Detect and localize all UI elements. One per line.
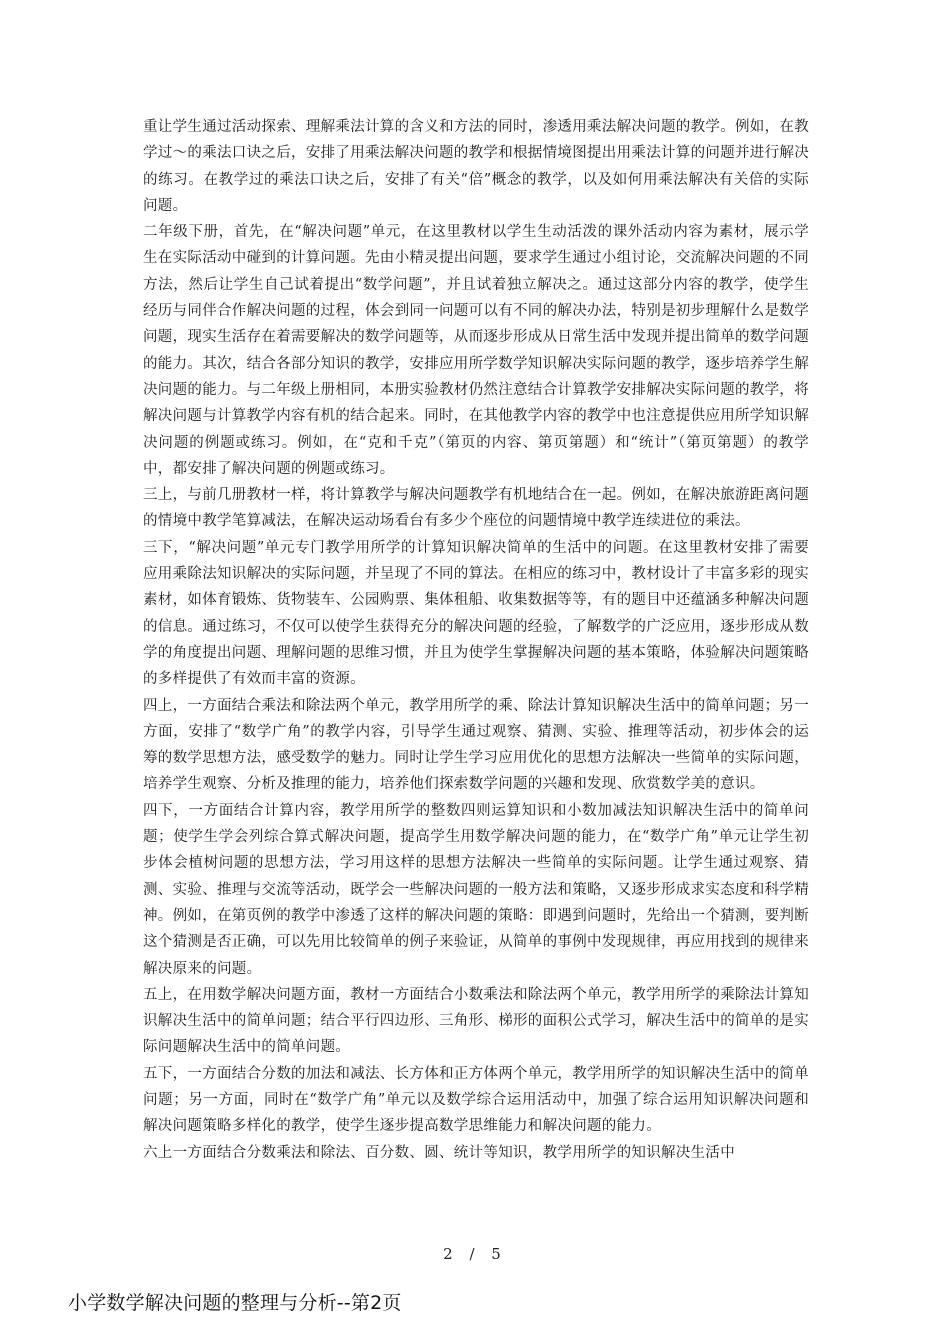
page-number: 2 / 5 bbox=[443, 1245, 507, 1263]
paragraph-grade3-first-term: 三上，与前几册教材一样，将计算教学与解决问题教学有机地结合在一起。例如，在解决旅游距离问题的情境中教学笔算减法，在解决运动场看台有多少个座位的问题情境中教学连续进位的乘法。 bbox=[143, 487, 809, 530]
paragraph-grade3-second-term: 三下，“解决问题”单元专门教学用所学的计算知识解决简单的生活中的问题。在这里教材安排了需要应用乘除法知识解决的实际问题，并呈现了不同的算法。在相应的练习中，教材设计了丰富多彩的现实素材，如体育锻炼、货物装车、公园购票、集体租船、收集数据等等，有的题目中还蕴涵多种解决问题的信息。通过练习，不仅可以使学生获得充分的解决问题的经验，了解数学的广泛应用，逐步形成从数学的角度提出问题、理解问题的思维习惯，并且为使学生掌握解决问题的基本策略，体验解决问题策略的多样提供了有效而丰富的资源。 bbox=[143, 539, 809, 688]
paragraph-grade6-first-term: 六上一方面结合分数乘法和除法、百分数、圆、统计等知识，教学用所学的知识解决生活中 bbox=[143, 1144, 735, 1161]
document-body bbox=[143, 114, 809, 1166]
paragraph-grade5-first-term: 五上，在用数学解决问题方面，教材一方面结合小数乘法和除法两个单元，教学用所学的乘除法计算知识解决生活中的简单问题；结合平行四边形、三角形、梯形的面积公式学习，解决生活中的简单的是实际问题解决生活中的简单问题。 bbox=[143, 986, 809, 1056]
paragraph-grade4-second-term: 四下，一方面结合计算内容，教学用所学的整数四则运算知识和小数加减法知识解决生活中的简单问题；使学生学会列综合算式解决问题，提高学生用数学解决问题的能力，在“数学广角”单元让学生初步体会植树问题的思想方法，学习用这样的思想方法解决一些简单的实际问题。让学生通过观察、猜测、实验、推理与交流等活动，既学会一些解决问题的一般方法和策略，又逐步形成求实态度和科学精神。例如，在第页例的教学中渗透了这样的解决问题的策略：即遇到问题时，先给出一个猜测，要判断这个猜测是否正确，可以先用比较简单的例子来验证，从简单的事例中发现规律，再应用找到的规律来解决原来的问题。 bbox=[143, 802, 809, 977]
footer-title: 小学数学解决问题的整理与分析--第2页 bbox=[68, 1292, 402, 1314]
paragraph-grade4-first-term: 四上，一方面结合乘法和除法两个单元，教学用所学的乘、除法计算知识解决生活中的简单问题；另一方面，安排了“数学广角”的教学内容，引导学生通过观察、猜测、实验、推理等活动，初步体会的运筹的数学思想方法，感受数学的魅力。同时让学生学习应用优化的思想方法解决一些简单的实际问题，培养学生观察、分析及推理的能力，培养他们探索数学问题的兴趣和发现、欣赏数学美的意识。 bbox=[143, 697, 809, 793]
paragraph-grade5-second-term: 五下，一方面结合分数的加法和减法、长方体和正方体两个单元，教学用所学的知识解决生活中的简单问题；另一方面，同时在“数学广角”单元以及数学综合运用活动中，加强了综合运用知识解决问题和解决问题策略多样化的教学，使学生逐步提高数学思维能力和解决问题的能力。 bbox=[143, 1065, 809, 1135]
paragraph-grade2-second-term: 二年级下册，首先，在“解决问题”单元，在这里教材以学生生动活泼的课外活动内容为素材，展示学生在实际活动中碰到的计算问题。先由小精灵提出问题，要求学生通过小组讨论，交流解决问题的不同方法，然后让学生自己试着提出“数学问题”，并且试着独立解决之。通过这部分内容的教学，使学生经历与同伴合作解决问题的过程，体会到同一问题可以有不同的解决办法，特别是初步理解什么是数学问题，现实生活存在着需要解决的数学问题等，从而逐步形成从日常生活中发现并提出简单的数学问题的能力。其次，结合各部分知识的教学，安排应用所学数学知识解决实际问题的教学，逐步培养学生解决问题的能力。与二年级上册相同，本册实验教材仍然注意结合计算教学安排解决实际问题的教学，将解决问题与计算教学内容有机的结合起来。同时，在其他教学内容的教学中也注意提供应用所学知识解决问题的例题或练习。例如，在“克和千克”（第页的内容、第页第题）和“统计”（第页第题）的教学中，都安排了解决问题的例题或练习。 bbox=[143, 224, 809, 477]
paragraph-multiplication-intro: 重让学生通过活动探索、理解乘法计算的含义和方法的同时，渗透用乘法解决问题的教学。例如，在教学过～的乘法口诀之后，安排了用乘法解决问题的教学和根据情境图提出用乘法计算的问题并进行解决的练习。在教学过的乘法口诀之后，安排了有关“倍”概念的教学，以及如何用乘法解决有关倍的实际问题。 bbox=[143, 119, 809, 214]
